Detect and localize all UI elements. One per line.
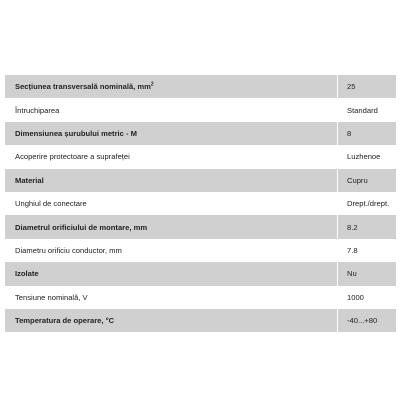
spec-value: Luzhenoe [347,152,381,162]
spec-label: Unghiul de conectare [15,199,87,209]
spec-value: -40...+80 [347,316,378,326]
spec-value: Standard [347,105,378,115]
specifications-table [5,75,396,332]
spec-value: 8 [347,128,352,138]
spec-value: 25 [347,82,356,92]
spec-row-connection-angle [5,192,396,215]
spec-value: 8.2 [347,222,358,232]
spec-label: Tensiune nominală, V [15,292,88,302]
spec-value: 1000 [347,292,364,302]
spec-row-rated-voltage [5,286,396,309]
spec-row-material [5,169,396,192]
spec-value: Nu [347,269,357,279]
spec-row-conductor-hole-diameter [5,239,396,262]
spec-label: Acoperire protectoare a suprafeței [15,152,130,162]
spec-row-embodiment [5,98,396,121]
spec-label: Temperatura de operare, °C [15,316,115,326]
spec-row-operating-temperature [5,309,396,332]
spec-value: 7.8 [347,245,358,255]
spec-label: Secțiunea transversală nominală, $mm^2$ [15,81,154,92]
spec-value: Cupru [347,175,368,185]
spec-label: Dimensiunea șurubului metric - M [15,128,137,138]
spec-row-coating [5,145,396,168]
spec-row-mounting-hole-diameter [5,215,396,238]
spec-label: Material [15,175,44,185]
spec-label: Diametrul orificiului de montare, mm [15,222,148,232]
spec-row-insulated [5,262,396,285]
spec-label: Izolate [15,269,39,279]
spec-value: Drept./drept. [347,199,390,209]
spec-row-screw-size [5,122,396,145]
spec-label: Întruchiparea [15,105,60,115]
spec-label: Diametru orificiu conductor, mm [15,245,122,255]
spec-row-cross-section [5,75,396,98]
